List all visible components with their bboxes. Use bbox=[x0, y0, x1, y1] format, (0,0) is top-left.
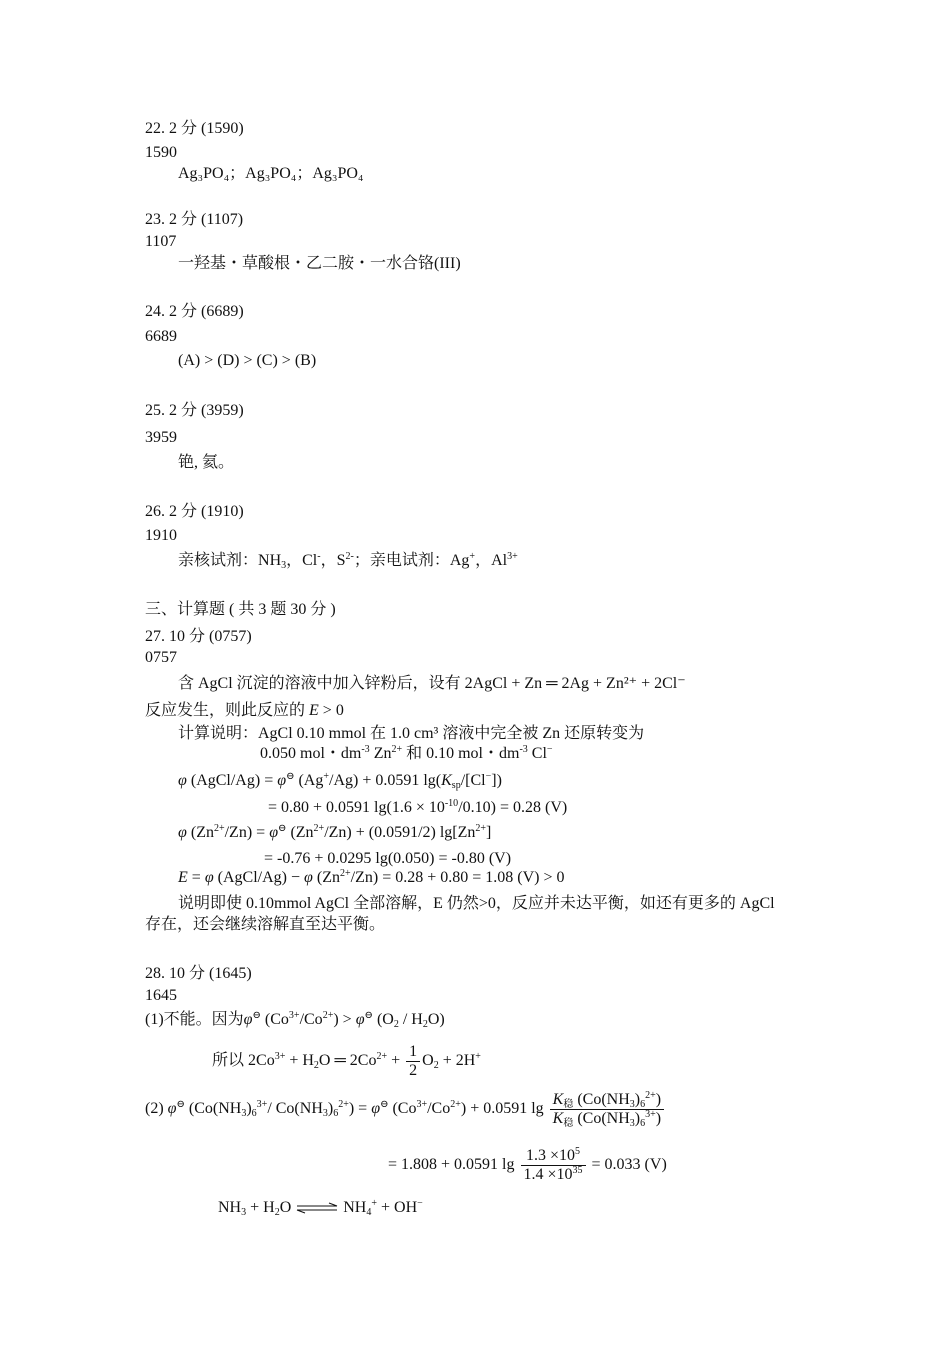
q27-eq1: φ (AgCl/Ag) = φ⊖ (Ag+/Ag) + 0.0591 $\lg(K_{sp}/[Cl^-])$ bbox=[178, 771, 502, 791]
numeric-ratio-fraction: $\frac{1.3 \times 10^5}{1.4 \times 10^{35}}$ bbox=[521, 1147, 586, 1184]
q28-ammonia-equilibrium: $NH_3 + H_2O$ $NH_4^+ + OH^-$ bbox=[218, 1198, 423, 1218]
q28-so-prefix: 所以 bbox=[212, 1052, 245, 1069]
q28-part2-eq: (2) φ⊖ ($Co(NH_3)_6^{3+}/$ $Co(NH_3)_6^{2+}) = \varphi^⊖$ $(Co^{3+}/Co^{2+}) + 0.0591$ lg $\frac{K_稳 (Co(NH_3)_6^{2+})}{K_稳 (Co(NH_3)_6^{3+})}$ bbox=[145, 1090, 666, 1128]
q24-header: 24. 2 分 (6689) bbox=[145, 303, 244, 320]
q28-part1: (1)不能。因为φ⊖ $(Co^{3+}/Co^{2+}) > \varphi^⊖$ $(O_2 / H_2O)$ bbox=[145, 1010, 445, 1030]
q22-code: 1590 bbox=[145, 144, 177, 161]
equilibrium-arrow-icon bbox=[295, 1202, 339, 1214]
q26-header: 26. 2 分 (1910) bbox=[145, 503, 244, 520]
q27-conclusion-1: 说明即使 0.10mmol AgCl 全部溶解，E 仍然>0，反应并未达平衡，如还有更多的 AgCl bbox=[178, 895, 775, 912]
q27-reaction: 含 AgCl 沉淀的溶液中加入锌粉后，设有 2AgCl + Zn ═ 2Ag + Zn²⁺ + 2Cl⁻ bbox=[178, 675, 686, 692]
q26-code: 1910 bbox=[145, 527, 177, 544]
q28-code: 1645 bbox=[145, 987, 177, 1004]
q27-note-conc: 0.050 mol・$dm^{-3}$ $Zn^{2+}$ 和 0.10 mol・$dm^{-3}$ Cl− bbox=[260, 744, 553, 762]
q27-eq2-value: = -0.76 + 0.0295 lg(0.050) = -0.80 (V) bbox=[264, 850, 512, 867]
q27-emf: E = φ (AgCl/Ag) − φ $(Zn^{2+}/Zn) = 0.28 + 0.80 = 1.08$ (V) > 0 bbox=[178, 868, 565, 886]
q23-header: 23. 2 分 (1107) bbox=[145, 211, 244, 228]
q28-part1-prefix: (1)不能。因为 bbox=[145, 1011, 244, 1028]
q25-answer: 铯, 氦。 bbox=[178, 454, 235, 471]
q28-so-reaction: 所以 $2Co^{3+} + H_2O$ ═ $2Co^{2+}$ + $\frac{1}{2}$ $O_2 + 2H^+$ bbox=[212, 1042, 481, 1079]
q22-header: 22. 2 分 (1590) bbox=[145, 120, 244, 137]
q25-code: 3959 bbox=[145, 429, 177, 446]
q25-header: 25. 2 分 (3959) bbox=[145, 402, 244, 419]
half-fraction: $\frac{1}{2}$ bbox=[406, 1043, 420, 1080]
q27-conclusion-2: 存在，还会继续溶解直至达平衡。 bbox=[145, 916, 386, 933]
q22-answer: Ag₃PO₄；Ag₃PO₄；Ag₃PO₄ bbox=[178, 165, 364, 182]
stability-ratio-fraction: $\frac{K_稳 (Co(NH_3)_6^{2+})}{K_稳 (Co(NH_3)_6^{3+})}$ bbox=[550, 1091, 664, 1128]
q27-eq1-value: = 0.80 + 0.0591 $\lg(1.6 \times 10^{-10}/0.10) = 0.28$ (V) bbox=[268, 798, 568, 816]
nucleophile-label: 亲核试剂： bbox=[178, 552, 259, 569]
electrophile-label: ；亲电试剂： bbox=[353, 552, 450, 569]
q27-reaction-condition: 反应发生，则此反应的 E > 0 bbox=[145, 702, 344, 719]
q28-part2-prefix: (2) bbox=[145, 1100, 164, 1117]
q24-code: 6689 bbox=[145, 328, 177, 345]
q27-code: 0757 bbox=[145, 649, 177, 666]
q27-intro2: 反应发生，则此反应的 bbox=[145, 702, 306, 719]
q26-answer: 亲核试剂：$NH_3$，Cl-，$S^{2-}$；亲电试剂：Ag+，$Al^{3+}$ bbox=[178, 551, 518, 571]
section-title: 三、计算题 ( 共 3 题 30 分 ) bbox=[145, 601, 336, 618]
q28-header: 28. 10 分 (1645) bbox=[145, 965, 252, 982]
q23-answer: 一羟基・草酸根・乙二胺・一水合铬(III) bbox=[178, 255, 461, 272]
q28-part2-value: = 1.808 + 0.0591 lg $\frac{1.3 \times 10^5}{1.4 \times 10^{35}}$ = 0.033 (V) bbox=[388, 1145, 667, 1183]
q23-code: 1107 bbox=[145, 233, 177, 250]
q27-eq2: φ $(Zn^{2+}/Zn) = \varphi^⊖$ $(Zn^{2+}/Zn) + (0.0591/2)$ $\lg[Zn^{2+}]$ bbox=[178, 823, 492, 841]
q27-note: 计算说明：AgCl 0.10 mmol 在 1.0 cm³ 溶液中完全被 Zn 还原转变为 bbox=[178, 725, 645, 742]
q27-header: 27. 10 分 (0757) bbox=[145, 628, 252, 645]
q24-answer: (A) > (D) > (C) > (B) bbox=[178, 352, 317, 369]
